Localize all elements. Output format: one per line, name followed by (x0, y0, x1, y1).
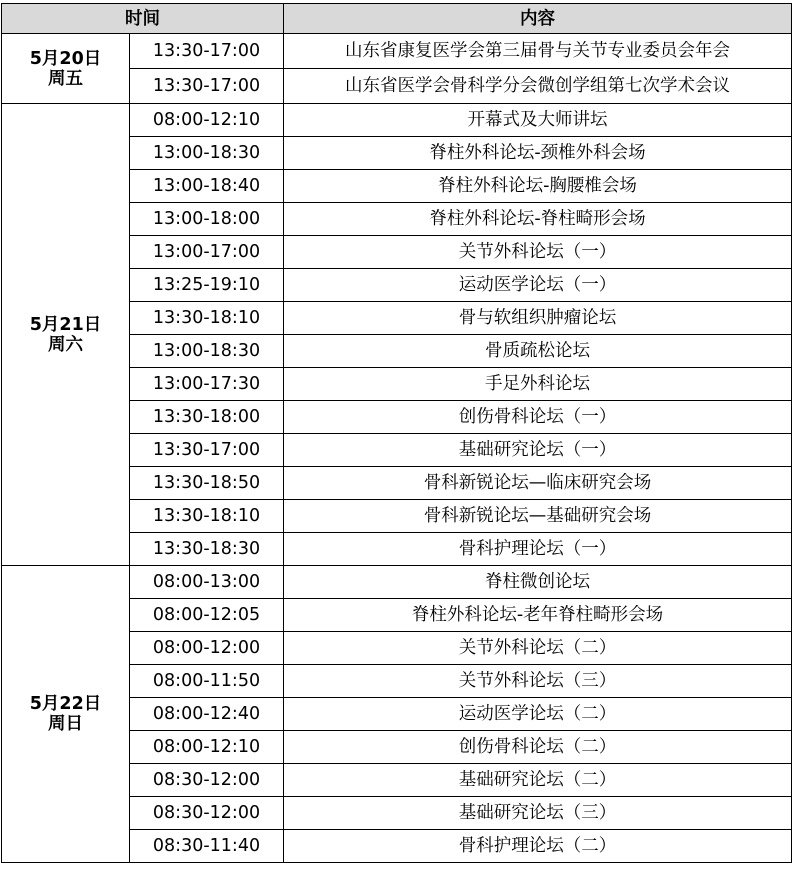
session-content: 关节外科论坛（一） (284, 236, 792, 269)
session-time: 08:00-12:40 (130, 698, 284, 731)
schedule-table (1, 3, 792, 863)
session-content: 运动医学论坛（一） (284, 269, 792, 302)
session-row (2, 566, 792, 599)
session-time: 13:25-19:10 (130, 269, 284, 302)
session-content: 脊柱外科论坛-脊柱畸形会场 (284, 203, 792, 236)
session-content: 脊柱外科论坛-老年脊柱畸形会场 (284, 599, 792, 632)
session-time: 13:30-18:10 (130, 302, 284, 335)
session-content: 脊柱外科论坛-颈椎外科会场 (284, 137, 792, 170)
session-time: 13:00-17:00 (130, 236, 284, 269)
day-date-cell (2, 34, 130, 104)
session-content: 脊柱外科论坛-胸腰椎会场 (284, 170, 792, 203)
session-time: 13:00-18:30 (130, 335, 284, 368)
session-content: 关节外科论坛（二） (284, 632, 792, 665)
session-time: 13:30-18:30 (130, 533, 284, 566)
session-content: 山东省医学会骨科学分会微创学组第七次学术会议 (284, 69, 792, 104)
session-content: 基础研究论坛（三） (284, 797, 792, 830)
schedule-body (2, 34, 792, 863)
session-time: 08:30-11:40 (130, 830, 284, 863)
session-content: 运动医学论坛（二） (284, 698, 792, 731)
session-time: 08:00-12:00 (130, 632, 284, 665)
session-time: 08:00-12:10 (130, 104, 284, 137)
session-time: 08:00-12:10 (130, 731, 284, 764)
session-content: 关节外科论坛（三） (284, 665, 792, 698)
header-time: 时间 (2, 4, 284, 34)
session-row (2, 34, 792, 69)
session-content: 创伤骨科论坛（一） (284, 401, 792, 434)
session-content: 骨科护理论坛（一） (284, 533, 792, 566)
session-content: 骨质疏松论坛 (284, 335, 792, 368)
day-date: 5月20日 (29, 48, 102, 69)
session-content: 基础研究论坛（二） (284, 764, 792, 797)
session-row (2, 104, 792, 137)
session-time: 13:00-18:30 (130, 137, 284, 170)
header-content: 内容 (284, 4, 792, 34)
session-time: 08:00-13:00 (130, 566, 284, 599)
session-time: 13:00-17:30 (130, 368, 284, 401)
session-content: 山东省康复医学会第三届骨与关节专业委员会年会 (284, 34, 792, 69)
session-time: 13:30-18:50 (130, 467, 284, 500)
session-time: 13:00-18:00 (130, 203, 284, 236)
session-content: 骨科新锐论坛—临床研究会场 (284, 467, 792, 500)
day-date-cell (2, 104, 130, 566)
session-time: 13:30-18:00 (130, 401, 284, 434)
session-time: 08:30-12:00 (130, 764, 284, 797)
day-weekday: 周日 (48, 714, 83, 734)
session-time: 13:30-18:10 (130, 500, 284, 533)
day-weekday: 周五 (48, 68, 83, 89)
session-time: 13:30-17:00 (130, 34, 284, 69)
session-time: 08:30-12:00 (130, 797, 284, 830)
session-time: 08:00-12:05 (130, 599, 284, 632)
day-date: 5月21日 (29, 314, 102, 335)
header-row (2, 4, 792, 34)
day-weekday: 周六 (48, 334, 83, 355)
session-content: 脊柱微创论坛 (284, 566, 792, 599)
session-content: 开幕式及大师讲坛 (284, 104, 792, 137)
session-time: 13:00-18:40 (130, 170, 284, 203)
session-time: 13:30-17:00 (130, 434, 284, 467)
session-content: 骨与软组织肿瘤论坛 (284, 302, 792, 335)
session-time: 08:00-11:50 (130, 665, 284, 698)
session-content: 创伤骨科论坛（二） (284, 731, 792, 764)
day-date: 5月22日 (29, 694, 102, 714)
day-date-cell (2, 566, 130, 863)
session-content: 骨科护理论坛（二） (284, 830, 792, 863)
session-content: 基础研究论坛（一） (284, 434, 792, 467)
session-content: 手足外科论坛 (284, 368, 792, 401)
session-content: 骨科新锐论坛—基础研究会场 (284, 500, 792, 533)
session-time: 13:30-17:00 (130, 69, 284, 104)
